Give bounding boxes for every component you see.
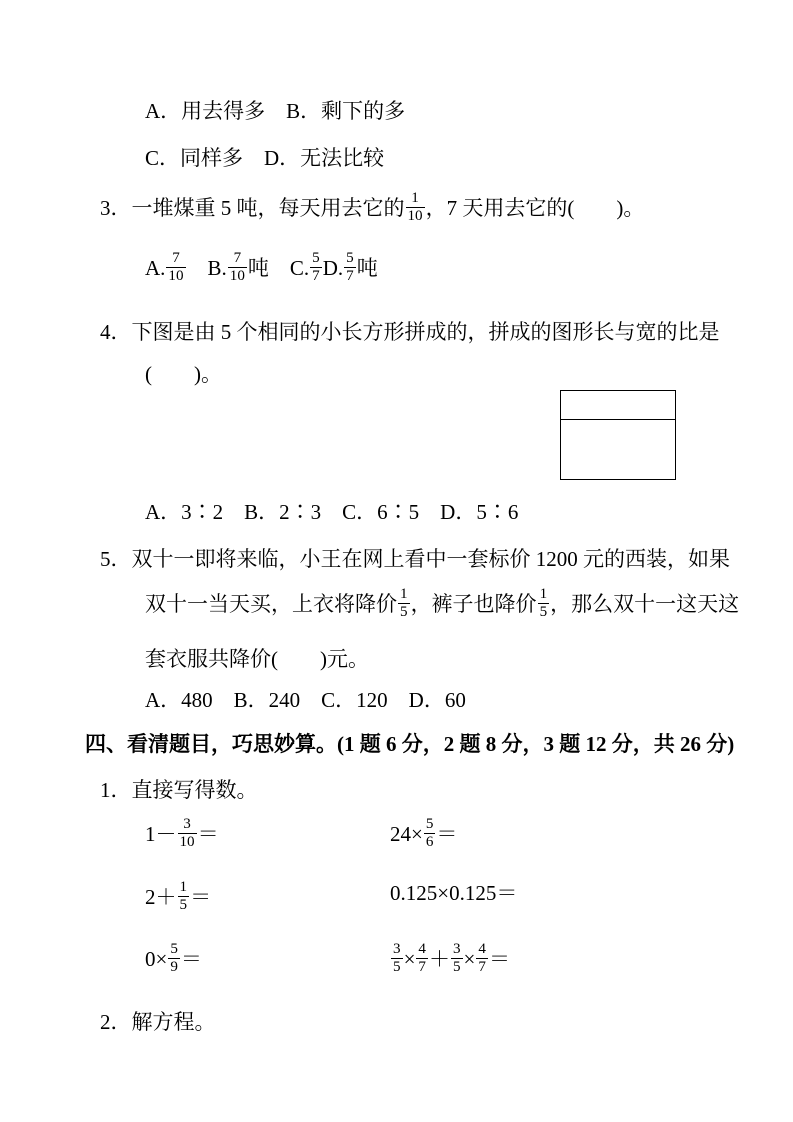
calc-row2-left xyxy=(145,879,211,915)
question4-stem-line2: ( )。 xyxy=(145,362,222,386)
section4-header: 四、看清题目，巧思妙算。(1 题 6 分，2 题 8 分，3 题 12 分，共 26 分) xyxy=(85,732,735,756)
text-segment: 24× xyxy=(390,821,423,846)
text-segment: × xyxy=(463,946,476,971)
question2-options-row1: A．用去得多 B．剩下的多 xyxy=(145,99,406,123)
text-segment: 1－ xyxy=(145,821,177,846)
fraction: $\frac{1}{10}$ xyxy=(407,190,423,225)
fraction: $\frac{5}{7}$ xyxy=(312,250,320,285)
calc-row3-right xyxy=(390,941,510,977)
text-segment: 3．一堆煤重 5 吨，每天用去它的 xyxy=(100,195,405,220)
text-segment: D. xyxy=(322,255,344,280)
text-segment: ，裤子也降价 xyxy=(410,591,537,616)
fraction: $\frac{3}{5}$ xyxy=(452,941,461,976)
fraction: $\frac{5}{6}$ xyxy=(425,816,434,851)
text-segment: B. xyxy=(186,255,227,280)
text-segment: 0× xyxy=(145,946,168,971)
fraction: $\frac{7}{10}$ xyxy=(229,250,245,285)
fraction: $\frac{3}{5}$ xyxy=(393,941,401,976)
text-segment: 2＋ xyxy=(145,884,177,909)
text-segment: 吨 C. xyxy=(247,255,310,280)
question2-options-row2: C．同样多 D．无法比较 xyxy=(145,146,385,170)
text-segment: × xyxy=(403,946,416,971)
question4-stem-line1: 4．下图是由 5 个相同的小长方形拼成的，拼成的图形长与宽的比是 xyxy=(100,320,720,344)
text-segment: A. xyxy=(145,255,166,280)
calc-row2-right xyxy=(390,879,517,907)
text-segment: ，那么双十一这天这 xyxy=(550,591,740,616)
question5-options: A．480 B．240 C．120 D．60 xyxy=(145,688,466,712)
text-segment: 0.125×0.125＝ xyxy=(390,881,518,905)
calc-row1-right xyxy=(390,816,457,852)
text-segment: ＋ xyxy=(428,946,450,971)
fraction: $\frac{5}{7}$ xyxy=(346,250,354,285)
fraction: $\frac{1}{5}$ xyxy=(539,586,548,621)
figure-horizontal-divider-line xyxy=(561,419,675,420)
question5-stem-line3: 套衣服共降价( )元。 xyxy=(145,647,369,671)
question5-stem-line2 xyxy=(145,586,739,622)
fraction: $\frac{4}{7}$ xyxy=(478,941,486,976)
text-segment: ，7 天用去它的( )。 xyxy=(425,195,645,220)
text-segment: ＝ xyxy=(197,821,219,846)
section4-item2-label: 2．解方程。 xyxy=(100,1010,216,1034)
text-segment: ＝ xyxy=(488,946,510,971)
text-segment: 吨 xyxy=(356,255,378,280)
text-segment: ＝ xyxy=(436,821,458,846)
fraction: $\frac{7}{10}$ xyxy=(168,250,184,285)
fraction: $\frac{3}{10}$ xyxy=(179,816,195,851)
question4-rectangle-figure xyxy=(560,390,676,480)
question4-options: A．3∶2 B．2∶3 C．6∶5 D．5∶6 xyxy=(145,500,519,524)
text-segment: 双十一当天买，上衣将降价 xyxy=(145,591,397,616)
fraction: $\frac{4}{7}$ xyxy=(418,941,426,976)
text-segment: ＝ xyxy=(190,884,212,909)
question5-stem-line1: 5．双十一即将来临，小王在网上看中一套标价 1200 元的西装，如果 xyxy=(100,547,730,571)
fraction: $\frac{1}{5}$ xyxy=(179,879,188,914)
fraction: $\frac{1}{5}$ xyxy=(400,586,408,621)
text-segment: ＝ xyxy=(180,946,202,971)
fraction: $\frac{5}{9}$ xyxy=(170,941,178,976)
question3-options xyxy=(145,250,378,286)
question3-stem xyxy=(100,190,644,226)
calc-row1-left xyxy=(145,816,219,852)
section4-item1-label: 1．直接写得数。 xyxy=(100,778,258,802)
calc-row3-left xyxy=(145,941,202,977)
